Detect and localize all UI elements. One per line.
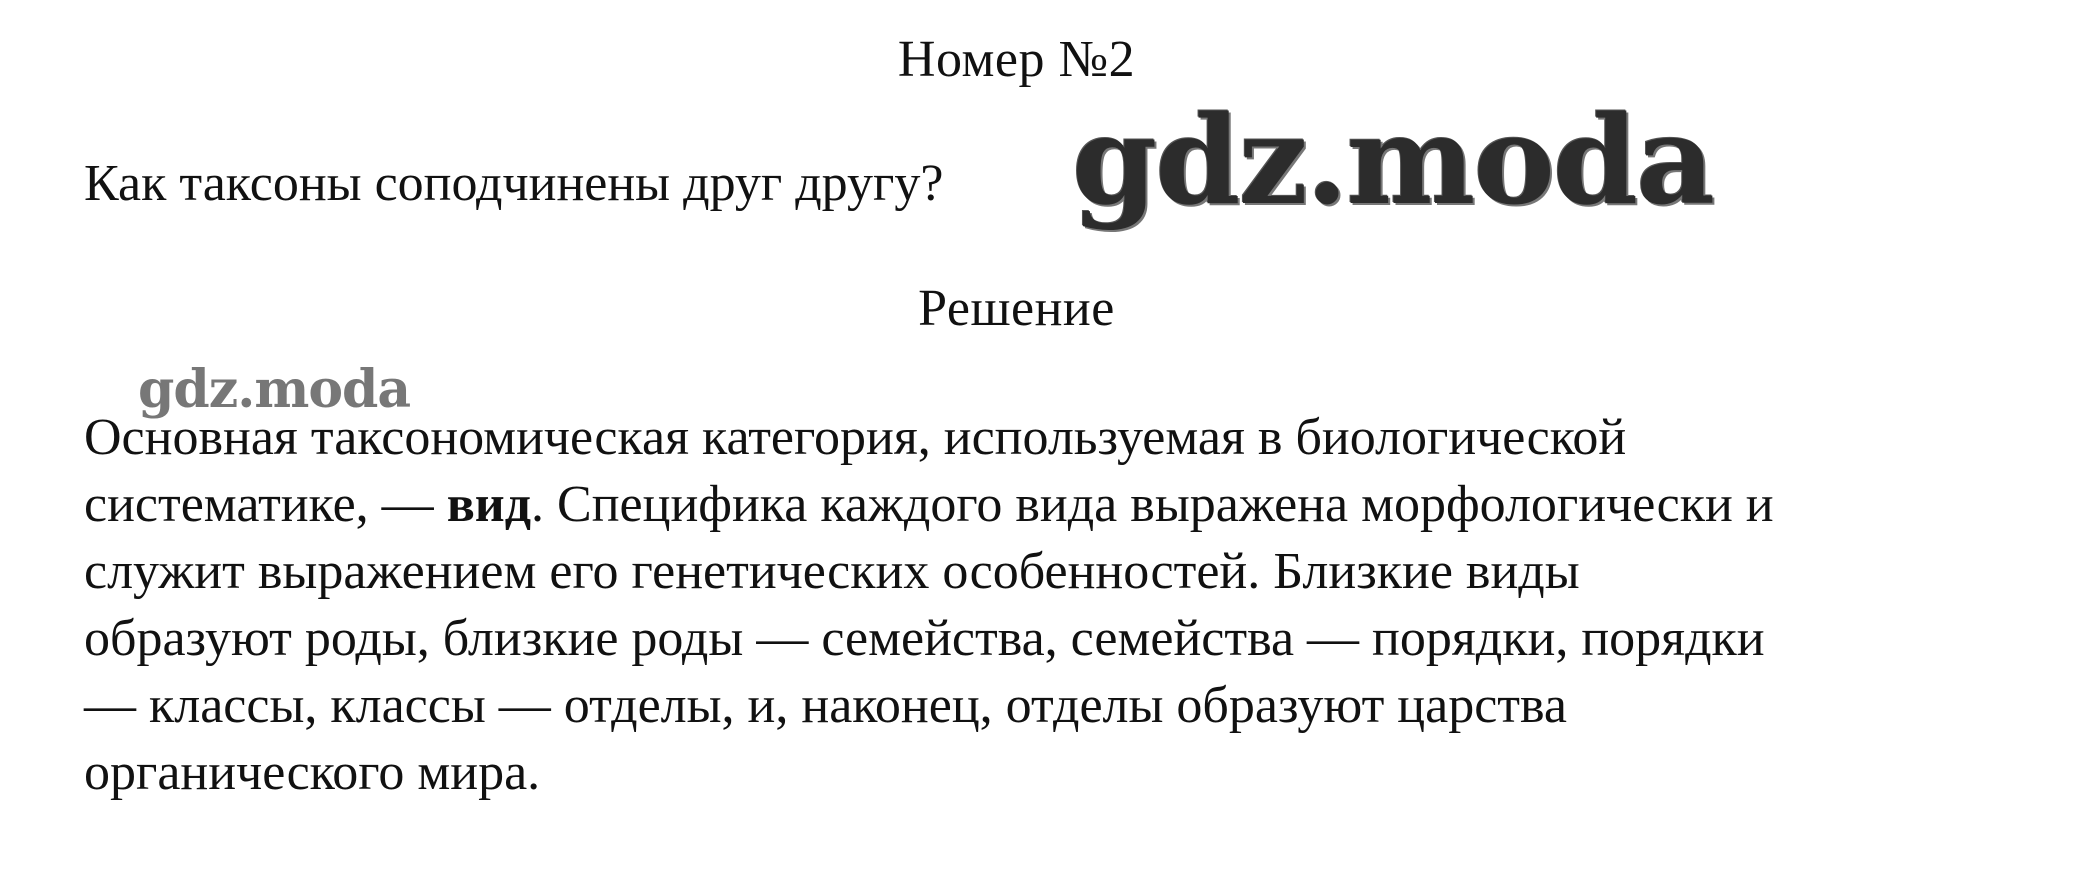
answer-line-2-end: . Специфика каждого вида выражена морфологически и: [531, 476, 1774, 533]
answer-line-2-start: систематике, —: [84, 476, 447, 533]
question-text: Как таксоны соподчинены друг другу?: [84, 155, 944, 212]
answer-line-3: служит выражением его генетических особенностей. Близкие виды: [84, 543, 1580, 600]
answer-line-5: — классы, классы — отделы, и, наконец, отделы образуют царства: [84, 677, 1567, 734]
solution-heading: Решение: [918, 280, 1115, 337]
watermark-logo-small: gdz.moda: [138, 359, 411, 420]
task-heading: Номер №2: [897, 31, 1136, 88]
answer-term-species: вид: [446, 476, 532, 533]
answer-line-4: образуют роды, близкие роды — семейства, семейства — порядки, порядки: [84, 610, 1765, 667]
watermark-logo-large: gdz.moda: [1072, 88, 1714, 232]
answer-paragraph: [84, 404, 2044, 806]
answer-line-1: Основная таксономическая категория, используемая в биологической: [84, 409, 1627, 466]
answer-line-2: [84, 471, 2044, 538]
answer-line-6: органического мира.: [84, 744, 541, 801]
